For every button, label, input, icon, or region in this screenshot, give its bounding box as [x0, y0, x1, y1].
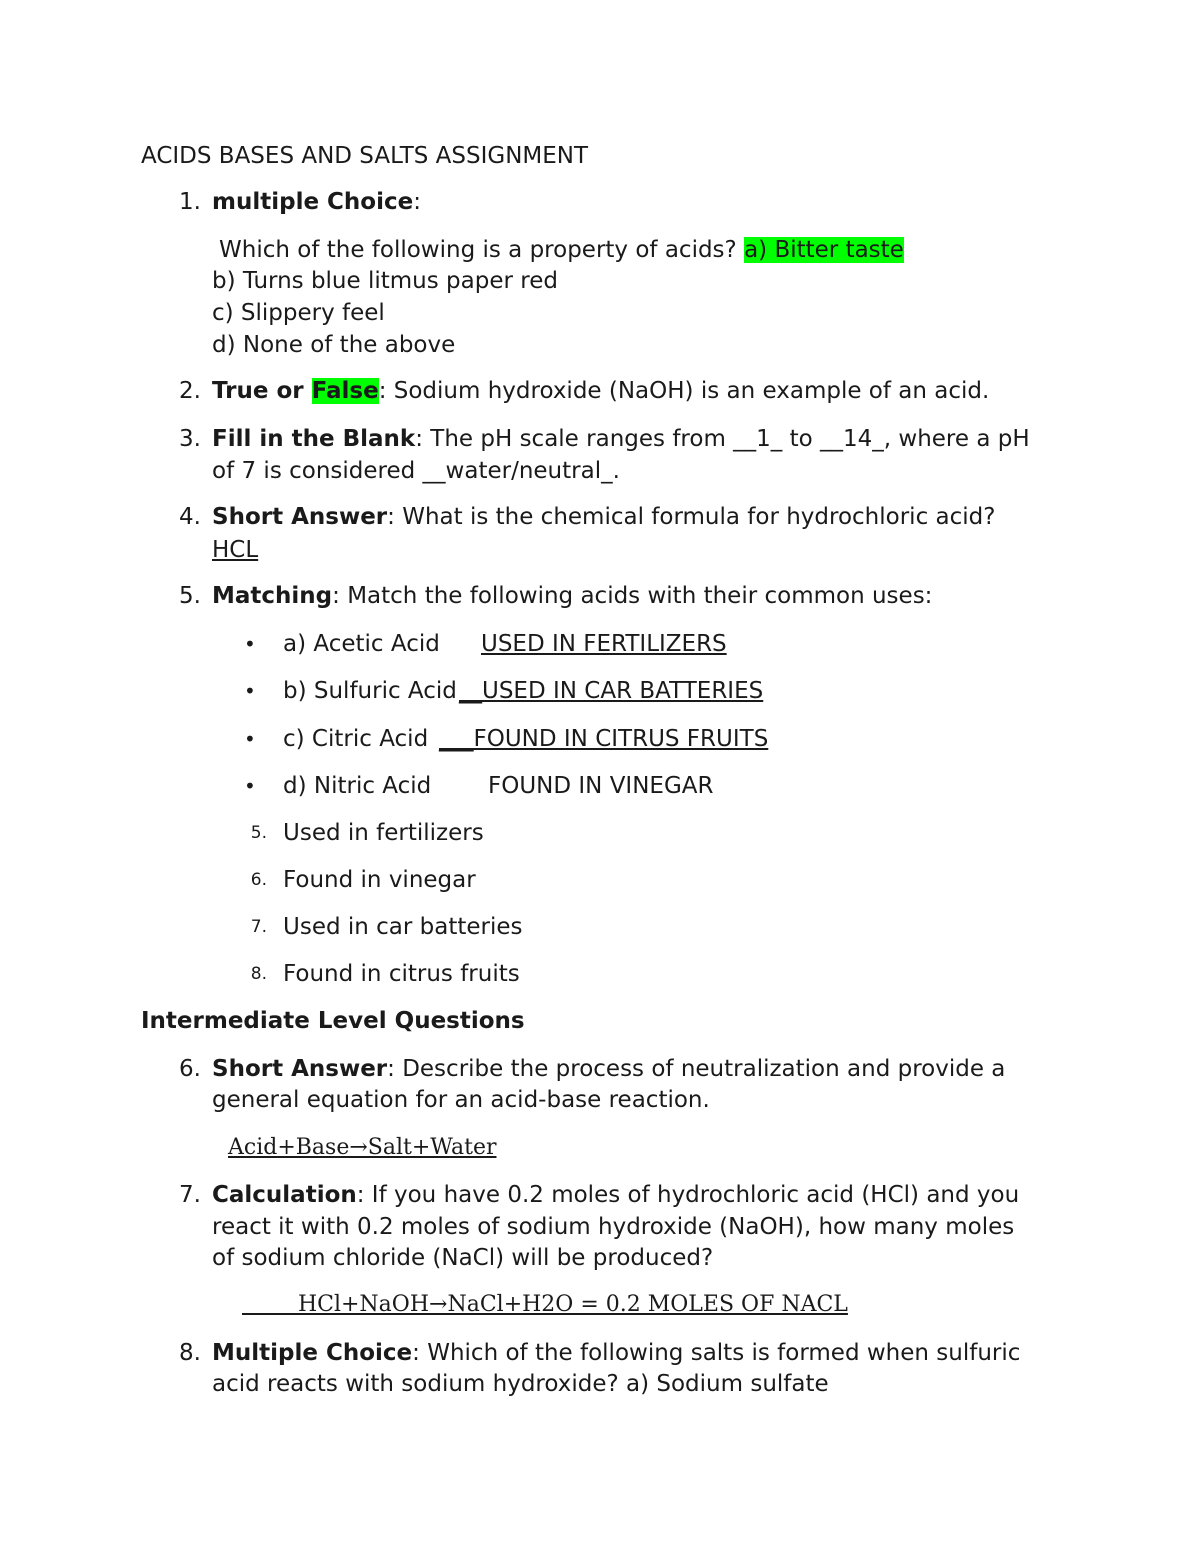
bullet-icon: • [244, 774, 256, 798]
q8-label: Multiple Choice [212, 1340, 413, 1366]
match-item-4-name: d) Nitric Acid [283, 773, 432, 799]
q8-number: 8. [179, 1340, 201, 1366]
q4-line [212, 502, 995, 532]
q1-heading [212, 187, 421, 217]
q2-answer-highlighted: False [311, 378, 379, 404]
q1-option-d: d) None of the above [212, 332, 456, 358]
q3-label: Fill in the Blank [212, 426, 416, 452]
q6-label: Short Answer [212, 1056, 388, 1082]
match-item-3-answer: ___FOUND IN CITRUS FRUITS [439, 726, 769, 752]
q7-text-2: react it with 0.2 moles of sodium hydroxide (NaOH), how many moles [212, 1214, 1015, 1240]
q7-line-1 [212, 1180, 1019, 1210]
q7-answer-equation: HCl+NaOH→NaCl+H2O = 0.2 MOLES OF NACL [242, 1292, 848, 1317]
q1-label: multiple Choice [212, 189, 414, 215]
q2-line [212, 376, 989, 406]
q3-text-2: of 7 is considered __water/neutral_. [212, 458, 620, 484]
q4-answer: HCL [212, 537, 259, 563]
q1-option-c: c) Slippery feel [212, 300, 385, 326]
use-4-number: 8. [250, 964, 267, 984]
bullet-icon: • [244, 727, 256, 751]
q4-label: Short Answer [212, 504, 388, 530]
document-title: ACIDS BASES AND SALTS ASSIGNMENT [141, 143, 589, 169]
bullet-icon: • [244, 632, 256, 656]
q1-question: Which of the following is a property of acids? [219, 237, 745, 263]
q6-text-2: general equation for an acid-base reaction. [212, 1087, 710, 1113]
match-item-2-answer: __USED IN CAR BATTERIES [459, 678, 764, 704]
q1-question-line [219, 235, 904, 265]
bullet-icon: • [244, 679, 256, 703]
section-heading: Intermediate Level Questions [141, 1008, 525, 1034]
use-1-text: Used in fertilizers [283, 820, 484, 846]
match-item-1-name: a) Acetic Acid [283, 631, 440, 657]
use-4-text: Found in citrus fruits [283, 961, 520, 987]
q1-option-b: b) Turns blue litmus paper red [212, 268, 558, 294]
q6-line-1 [212, 1054, 1005, 1084]
match-item-3-name: c) Citric Acid [283, 726, 436, 752]
q2-text: : Sodium hydroxide (NaOH) is an example of an acid. [378, 378, 990, 404]
match-item-4-answer: FOUND IN VINEGAR [488, 773, 714, 799]
use-2-text: Found in vinegar [283, 867, 476, 893]
q8-text-2: acid reacts with sodium hydroxide? a) Sodium sulfate [212, 1371, 829, 1397]
match-item-2-name: b) Sulfuric Acid [283, 678, 457, 704]
q5-text: : Match the following acids with their common uses: [332, 583, 933, 609]
q1-option-a-highlighted: a) Bitter taste [744, 237, 904, 263]
use-2-number: 6. [250, 870, 267, 890]
q3-text-1: : The pH scale ranges from __1_ to __14_, where a pH [415, 426, 1030, 452]
q6-answer-equation: Acid+Base→Salt+Water [228, 1135, 497, 1160]
q5-label: Matching [212, 583, 333, 609]
q7-text-3: of sodium chloride (NaCl) will be produced? [212, 1245, 714, 1271]
q1-number: 1. [179, 189, 201, 215]
q6-text-1: : Describe the process of neutralization and provide a [387, 1056, 1006, 1082]
q4-text: : What is the chemical formula for hydrochloric acid? [387, 504, 996, 530]
use-3-text: Used in car batteries [283, 914, 523, 940]
q6-number: 6. [179, 1056, 201, 1082]
q8-line-1 [212, 1338, 1020, 1368]
q2-label: True or [212, 378, 312, 404]
q3-line-1 [212, 424, 1030, 454]
use-1-number: 5. [250, 823, 267, 843]
q7-text-1: : If you have 0.2 moles of hydrochloric acid (HCl) and you [356, 1182, 1020, 1208]
q5-number: 5. [179, 583, 201, 609]
match-item-1-answer: USED IN FERTILIZERS [481, 631, 727, 657]
q7-label: Calculation [212, 1182, 357, 1208]
use-3-number: 7. [250, 917, 267, 937]
q4-number: 4. [179, 504, 201, 530]
q8-text-1: : Which of the following salts is formed when sulfuric [412, 1340, 1021, 1366]
q1-colon: : [413, 189, 421, 215]
q7-number: 7. [179, 1182, 201, 1208]
q2-number: 2. [179, 378, 201, 404]
q3-number: 3. [179, 426, 201, 452]
q5-line [212, 581, 932, 611]
